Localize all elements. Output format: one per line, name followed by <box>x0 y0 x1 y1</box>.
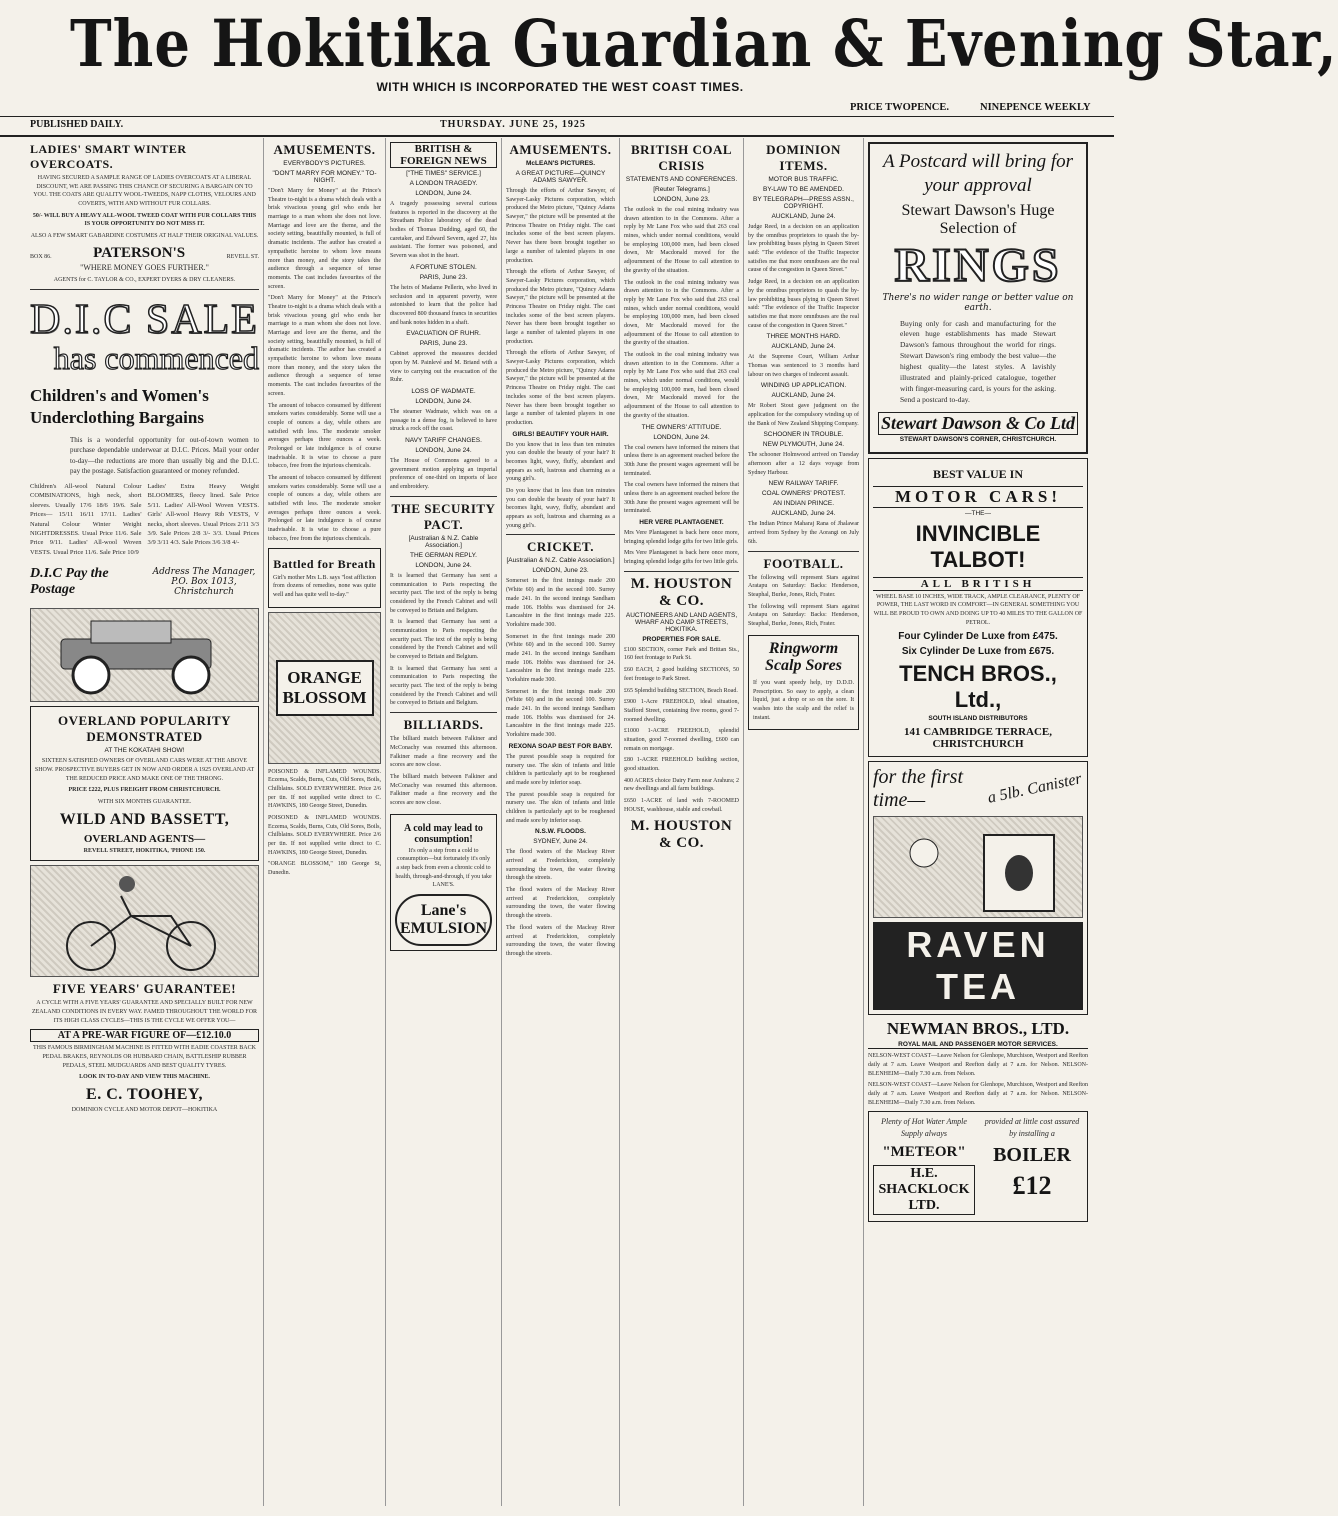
houston-property-item: £650 1-ACRE of land with 7-ROOMED HOUSE, washhouse, stable and cowbail. <box>624 798 739 813</box>
owners-body: The coal owners have informed the miners that unless there is an agreement reached before the 30th June the present wages agreement will be terminated. <box>624 444 739 477</box>
owners-body-2: The coal owners have informed the miners that unless there is an agreement reached before the 30th June the present wages agreement will be terminated. <box>624 482 739 515</box>
item4-body: The steamer Wadmate, which was on a passage in a dense fog, is believed to have struck a rock off the coast. <box>390 409 497 433</box>
cycle-illustration <box>30 865 259 977</box>
houston-property-item: £80 1-ACRE FREEHOLD building section, good situation. <box>624 757 739 772</box>
item3-body: Cabinet approved the measures decided upon by M. Painlevé and M. Briand with a view to carrying out the evacuation of the Ruhr. <box>390 351 497 384</box>
newman-body-2: NELSON-WEST COAST—Leave Nelson for Glenhope, Murchison, Westport and Reefton daily at 7 a.m. Leave Westport and Reefton daily at 7 a.m. for Nelson. NELSON-BLENHEIM—Daily 7.30 a.m. from Nelson. <box>868 1082 1088 1106</box>
security-body-2: It is learned that Germany has sent a communication to Paris respecting the security pact. The text of the reply is being considered by the French Cabinet and will be conveyed to Britain and Belgium. <box>390 619 497 660</box>
ringworm-title: Ringworm Scalp Sores <box>765 639 842 675</box>
column-4 <box>502 138 620 1506</box>
battled-body: Girl's mother Mrs L.B. says "lost affliction from dozens of remedies, none was quite well and has quite well to-day." <box>273 574 376 598</box>
cricket-body-3: Somerset in the first innings made 200 (White 60) and in the second 100. Surrey made 241. In the second innings Sandham made 106. Hobbs was dismissed for 24. Lancashire in the first innings made 225. Yorkshire made 300. <box>506 688 615 739</box>
billiards-body-2: The billiard match between Falkiner and McConachy was resumed this afternoon. Falkiner made a fine recovery and the scores are now close. <box>390 773 497 806</box>
overcoats-ad-offer: 50/- WILL BUY A HEAVY ALL-WOOL TWEED COAT WITH FUR COLLARS THIS IS YOUR OPPORTUNITY DO NOT MISS IT. <box>32 212 257 228</box>
cycle-ad-title: FIVE YEARS' GUARANTEE! <box>52 981 237 997</box>
lanes-emulsion-ad <box>390 814 497 951</box>
column-3 <box>386 138 502 1506</box>
cycle-ad-body2: THIS FAMOUS BIRMINGHAM MACHINE IS FITTED WITH EADIE COASTER BACK PEDAL BRAKES, REYNOLDS OR HUBBARD CHAIN, BATTLESHIP RUBBER PEDALS, STEEL MUDGUARDS AND BEST QUALITY TYRES. <box>33 1045 256 1069</box>
everybodys-pictures: EVERYBODY'S PICTURES. <box>283 160 366 167</box>
item4-title: LOSS OF WADMATE. <box>411 388 476 395</box>
railway-tariff-title: NEW RAILWAY TARIFF. <box>768 480 839 488</box>
dominion-body: Judge Reed, in a decision on an application by the omnibus proprietors to quash the by-law prohibiting buses plying in Queen Street said: "The evidence of the Traffic Inspector satisfies me that more omnibuses are the real cause of the congestion in Queen Street." <box>748 224 859 274</box>
blossom-body-2: POISONED & INFLAMED WOUNDS. Eczema, Scalds, Burns, Cuts, Old Sores, Boils, Chilblains. SOLD EVERYWHERE. Price 2/6 per tin. If not supplied write direct to C. HAWKINS, 180 George Street, Dunedin. <box>268 815 381 856</box>
winding-up-title: WINDING UP APPLICATION. <box>760 382 847 390</box>
three-months-place: AUCKLAND, June 24. <box>771 343 836 351</box>
overland-car-illustration <box>30 608 259 702</box>
coal-crisis-body: The outlook in the coal mining industry was drawn attention to in the Commons. After a reply by Mr Lane Fox who said that 263 coal mines, which under normal conditions, would be employing 100,000 men, had been closed down, Mr Macdonald moved for the adjournment of the House to call attention to the gravity of the situation. <box>624 207 739 274</box>
item1-body: A tragedy possessing several curious features is reported in the discovery at the Streatham Police laboratory of the dead bodies of Thomas Dudding, aged 60, the caretaker, and Edward Severn, aged 27, his assistant. The former was poisoned, and Severn was shot in the heart. <box>390 201 497 260</box>
stewart-dawson-ad <box>868 142 1088 454</box>
houston-sub: AUCTIONEERS AND LAND AGENTS, WHARF AND CAMP STREETS, HOKITIKA. <box>625 611 738 633</box>
cricket-body-2: Somerset in the first innings made 200 (White 60) and in the second 100. Surrey made 241. In the second innings Sandham made 106. Hobbs was dismissed for 24. Lancashire in the first innings made 225. Yorkshire made 300. <box>506 633 615 683</box>
talbot-best: BEST VALUE IN <box>932 466 1024 481</box>
dateline-bar <box>0 116 1114 137</box>
talbot-the: —THE— <box>965 509 991 517</box>
stewart-tag: There's no wider range or better value on earth. <box>882 292 1074 313</box>
talbot-name: INVINCIBLE TALBOT! <box>915 520 1041 572</box>
paterson-slogan: "WHERE MONEY GOES FURTHER." <box>80 262 209 272</box>
column-1 <box>26 138 264 1506</box>
masthead-subtitle: WITH WHICH IS INCORPORATED THE WEST COAST TIMES. <box>376 80 744 94</box>
overland-title: OVERLAND POPULARITY DEMONSTRATED <box>57 713 232 745</box>
rexona-title: REXONA SOAP BEST FOR BABY. <box>508 742 613 750</box>
plantagenet-body-2: Mrs Vere Plantagenet is back here once more, bringing splendid lodge gifts for two little girls. <box>624 550 739 566</box>
item3-place: PARIS, June 23. <box>419 340 468 348</box>
boiler-price: £12 <box>1012 1170 1052 1200</box>
security-body-3: It is learned that Germany has sent a communication to Paris respecting the security pact. The text of the reply is being considered by the French Cabinet and will be conveyed to Britain and Belgium. <box>390 665 497 707</box>
cycle-ad-look: LOOK IN TO-DAY AND VIEW THIS MACHINE. <box>79 1074 210 1081</box>
dic-sale-body: This is a wonderful opportunity for out-of-town women to purchase dependable underwear at D.I.C. Prices. Mail your order to-day—the reductions are more than usually big and the D.I.C. pay the postage. Satisfaction guaranteed or money refunded. <box>70 436 259 475</box>
overland-guarantee: WITH SIX MONTHS GUARANTEE. <box>97 798 192 805</box>
paterson-agents: AGENTS for C. TAYLOR & CO., EXPERT DYERS & DRY CLEANERS. <box>53 277 236 284</box>
item2-body: The heirs of Madame Pellerin, who lived in seclusion and in apparent poverty, were astonished to learn that the police had discovered 800 thousand francs in securities and bank notes hidden in a shaft. <box>390 284 497 326</box>
quincy-body-2: Through the efforts of Arthur Sawyer, of Sawyer-Lasky Pictures corporation, which produced the Metro picture, "Quincy Adams Sawyer," the picture will be presented at the Princess Theatre on Friday night. The cast includes some of the best screen players. Never has there been brought together so large a number of talented players in one production. <box>506 269 615 345</box>
dic-footer <box>30 566 259 598</box>
raven-brand: RAVEN TEA <box>873 922 1083 1010</box>
blossom-footer: "ORANGE BLOSSOM," 180 George St, Dunedin. <box>268 861 381 877</box>
nsw-floods-body: The flood waters of the Macleay River arrived at Frederickton, completely surrounding the town, the water flowing through the streets. <box>506 849 615 882</box>
coal-crisis-heading: BRITISH COAL CRISIS <box>631 142 732 173</box>
cricket-body: Somerset in the first innings made 200 (White 60) and in the second 100. Surrey made 241. In the second innings Sandham made 106. Hobbs was dismissed for 24. Lancashire in the first innings made 225. Yorkshire made 300. <box>506 578 615 628</box>
boiler-name: BOILER <box>993 1143 1071 1166</box>
indian-prince-title: AN INDIAN PRINCE. <box>772 500 835 508</box>
motor-bus-sub: MOTOR BUS TRAFFIC. <box>768 176 839 183</box>
dominion-items-heading: DOMINION ITEMS. <box>766 142 841 173</box>
tea-canister-illustration <box>873 816 1083 918</box>
amusements-body: "Don't Marry for Money" at the Prince's Theatre to-night is a drama which deals with a brisk vivacious young girl who ends her marriage to a man whom she does not love. Marriage and love are the theme, and the society setting, beautifully mounted, is full of dramatic incidents. The author has created a sympathetic heroine to whom love means more than money, and the story takes the audience through a sequence of tense moments. The cast includes favourites of the screen. <box>268 188 381 290</box>
newman-body: NELSON-WEST COAST—Leave Nelson for Glenhope, Murchison, Westport and Reefton daily at 7 a.m. Leave Westport and Reefton daily at 7 a.m. for Nelson. NELSON-BLENHEIM—Daily 7.30 a.m. from Nelson. <box>868 1053 1088 1077</box>
item5-body: The House of Commons agreed to a government motion applying an imperial preference of one-third on imports of lace and embroidery. <box>390 458 497 491</box>
stewart-address: STEWART DAWSON'S CORNER, CHRISTCHURCH. <box>899 435 1057 443</box>
battled-breath-ad <box>268 548 381 608</box>
amusements-body-2: "Don't Marry for Money" at the Prince's Theatre to-night is a drama which deals with a brisk vivacious young girl who ends her marriage to a man whom she does not love. Marriage and love are the theme, and the society setting, beautifully mounted, is full of dramatic incidents. The author has created a sympathetic heroine to whom love means more than money, and the story takes the audience through a sequence of tense moments. The cast includes favourites of the screen. <box>268 295 381 397</box>
houston-property-item: £900 1-Acre FREEHOLD, ideal situation, Stafford Street, containing five rooms, good 7-roomed dwelling. <box>624 699 739 723</box>
item2-title: A FORTUNE STOLEN. <box>410 263 477 271</box>
three-months-body: At the Supreme Court, William Arthur Thomas was sentenced to 3 months hard labour on two charges of indecent assault. <box>748 354 859 378</box>
rexona-body-2: The purest possible soap is required for nursery use. The skin of infants and little children is particularly apt to be roughened and made sore by inferior soap. <box>506 791 615 824</box>
schooner-title: SCHOONER IN TROUBLE. <box>763 431 844 439</box>
talbot-four: Four Cylinder De Luxe from £475. <box>898 631 1058 643</box>
paterson-header <box>30 245 259 262</box>
lanes-title: A cold may lead to consumption! <box>404 822 483 845</box>
houston-name: M. HOUSTON & CO. <box>630 575 733 609</box>
dic-pay-postage: D.I.C Pay the Postage <box>30 566 109 598</box>
item5-title: NAVY TARIFF CHANGES. <box>405 437 482 445</box>
overcoats-ad-title: LADIES' SMART WINTER OVERCOATS. <box>30 142 187 171</box>
quincy-body: Through the efforts of Arthur Sawyer, of Sawyer-Lasky Pictures corporation, which produced the Metro picture, "Quincy Adams Sawyer," the picture will be presented at the Princess Theatre on Friday night. The cast includes some of the best screen players. Never has there been brought together so large a number of talented players in one production. <box>506 188 615 264</box>
column-6 <box>744 138 864 1506</box>
indian-prince-body: The Indian Prince Maharaj Rana of Jhalawar arrived from Sydney by the Aorangi on July 6th. <box>748 521 859 545</box>
girls-hair-body: Do you know that in less than ten minutes you can double the beauty of your hair? It becomes light, wavy, fluffy, abundant and appears as soft, lustrous and charming as a young girl's. <box>506 441 615 483</box>
meteor-boiler-ad <box>868 1111 1088 1221</box>
amusements-heading-2: AMUSEMENTS. <box>509 142 612 157</box>
security-body: It is learned that Germany has sent a communication to Paris respecting the security pact. The text of the reply is being considered by the French Cabinet and will be conveyed to Britain and Belgium. <box>390 572 497 614</box>
tobacco-body-2: The amount of tobacco consumed by different smokers varies considerably. Some will use a couple of ounces a day, while others are satisfied with less. The moderate smoker averages perhaps three ounces a week. Prolonged or late indulgence is of course inadvisable. It is wise to choose a pure tobacco, free from the injurious chemicals. <box>268 475 381 542</box>
dic-left-list: Children's All-wool Natural Colour COMBINATIONS, high neck, short sleeves. Usually 17/6 18/6 19/6. Sale Prices— 15/11 16/11 17/11. Ladies' Natural Colour Winter Weight NIGHTDRESSES. Usual Price 11/6. Sale Price 9/11. Ladies' All-wool Woven VESTS. Usual Price 11/6. Sale Price 10/9 <box>30 482 142 556</box>
paterson-box: BOX 86. <box>30 254 52 261</box>
winding-up-body: Mr Robert Stout gave judgment on the application for the compulsory winding up of the Bank of New Zealand Shipping Company. <box>748 403 859 427</box>
paterson-name: PATERSON'S <box>93 244 186 261</box>
dic-sale-title: D.I.C SALE <box>30 297 259 344</box>
football-body: The following will represent Stars against Aratapu on Saturday: Backs: Henderson, Steaphal, Burke, Jones, Rich, Frater. <box>748 574 859 598</box>
foreign-news-heading: BRITISH & FOREIGN NEWS <box>390 142 497 168</box>
owners-place: LONDON, June 24. <box>653 433 710 441</box>
nsw-floods-body-3: The flood waters of the Macleay River arrived at Frederickton, completely surrounding the town, the water flowing through the streets. <box>506 924 615 957</box>
blossom-title: ORANGE BLOSSOM <box>276 660 374 716</box>
shacklock-name: H.E. SHACKLOCK LTD. <box>873 1165 975 1215</box>
masthead <box>0 0 1338 113</box>
coal-crisis-sub: STATEMENTS AND CONFERENCES. <box>625 176 738 183</box>
schooner-place: NEW PLYMOUTH, June 24. <box>762 441 845 449</box>
security-place: LONDON, June 24. <box>415 561 472 569</box>
houston-property-item: £60 EACH, 2 good building SECTIONS, 50 feet frontage to Park Street. <box>624 667 739 682</box>
battled-title: Battled for Breath <box>273 556 376 571</box>
dominion-body-2: Judge Reed, in a decision on an application by the omnibus proprietors to quash the by-law prohibiting buses plying in Queen Street said: "The evidence of the Traffic Inspector satisfies me that more omnibuses are the real cause of the congestion in Queen Street." <box>748 279 859 329</box>
cycle-ad-body: A CYCLE WITH A FIVE YEARS' GUARANTEE AND SPECIALLY BUILT FOR NEW ZEALAND CONDITIONS IN EVERY WAY. FAMED THROUGHOUT THE WORLD FOR ITS HIGH CLASS CYCLES—THIS IS THE CYCLE WE OFFER YOU— <box>31 1000 258 1024</box>
talbot-ad <box>868 458 1088 758</box>
tench-name: TENCH BROS., Ltd., <box>899 661 1057 713</box>
stewart-body: Buying only for cash and manufacturing for the eleven huge establishments has made Stewart Dawson's famous throughout the world for rings. Stewart Dawson's ring embody the best value—the highest quality—the latest styles. A lavishly illustrated and plainly-priced catalogue, together with finger-measuring card, is yours for the asking. Send a postcard to-day. <box>900 318 1056 404</box>
indian-prince-place: AUCKLAND, June 24. <box>771 510 836 518</box>
toohey-depot: DOMINION CYCLE AND MOTOR DEPOT—HOKITIKA <box>71 1107 218 1114</box>
winding-up-place: AUCKLAND, June 24. <box>771 392 836 400</box>
item3-title: EVACUATION OF RUHR. <box>406 330 481 338</box>
dic-sale-heading: Children's and Women's Underclothing Bargains <box>30 386 209 428</box>
houston-property-item: £65 Splendid building SECTION, Beach Road. <box>624 687 738 694</box>
wild-bassett-agents: OVERLAND AGENTS— <box>83 832 206 845</box>
raven-sub: a 5lb. Canister <box>986 770 1084 808</box>
tench-address: 141 CAMBRIDGE TERRACE, CHRISTCHURCH <box>903 726 1052 751</box>
press-assn-sub: BY TELEGRAPH—PRESS ASSN., COPYRIGHT. <box>753 196 854 210</box>
three-months-title: THREE MONTHS HARD. <box>766 333 841 341</box>
overland-body: SIXTEEN SATISFIED OWNERS OF OVERLAND CARS WERE AT THE ABOVE SHOW. PROSPECTIVE BUYERS GET IN NOW AND ORDER A 1925 OVERLAND AT THE REDUCED PRICE AND MAKE ONE OF THE THRONG. <box>34 758 255 782</box>
raven-head: for the first time— <box>873 766 964 812</box>
billiards-heading: BILLIARDS. <box>403 717 484 733</box>
cycle-ad-price: AT A PRE-WAR FIGURE OF—£12.10.0 <box>30 1029 259 1042</box>
lanes-body: It's only a step from a cold to consumption—but fortunately it's only a step back from even a chronic cold to health, through-and-through, if you take LANE'S. <box>395 847 492 889</box>
car-icon <box>31 609 259 701</box>
wild-bassett-name: WILD AND BASSETT, <box>59 810 230 828</box>
dic-address: Address The Manager, P.O. Box 1013, Christchurch <box>152 567 256 598</box>
newman-sub: ROYAL MAIL AND PASSENGER MOTOR SERVICES. <box>868 1041 1088 1049</box>
tobacco-body: The amount of tobacco consumed by different smokers varies considerably. Some will use a couple of ounces a day, while others are satisfied with less. The moderate smoker averages perhaps three ounces a week. Prolonged or late indulgence is of course inadvisable. It is wise to choose a pure tobacco, free from the injurious chemicals. <box>268 402 381 470</box>
tench-distributors: SOUTH ISLAND DISTRIBUTORS <box>928 715 1028 723</box>
item1-title: A LONDON TRAGEDY. <box>409 180 478 187</box>
houston-property-list <box>624 646 739 815</box>
bylaw-sub: BY-LAW TO BE AMENDED. <box>763 186 844 193</box>
column-7 <box>864 138 1092 1506</box>
talbot-body: WHEEL BASE 10 INCHES, WIDE TRACK, AMPLE CLEARANCE, PLENTY OF POWER, THE LAST WORD IN COMFORT—IN GENERAL SOMETHING YOU WILL BE PROUD TO OWN AND DOING UP TO 40 MILES TO THE GALLON OF PETROL. <box>873 593 1083 626</box>
quincy-body-3: Through the efforts of Arthur Sawyer, of Sawyer-Lasky Pictures corporation, which produced the Metro picture, "Quincy Adams Sawyer," the picture will be presented at the Princess Theatre on Friday night. The cast includes some of the best screen players. Never has there been brought together so large a number of talented players in one production. <box>506 350 615 426</box>
houston-property-item: £100 SECTION, corner Park and Brittan Sts., 160 feet frontage to Park St. <box>624 646 739 662</box>
raven-tea-ad <box>868 761 1088 1015</box>
boiler-head: provided at little cost assured by installing a <box>984 1117 1080 1138</box>
schooner-body: The schooner Holmwood arrived on Tuesday afternoon after a 12 days voyage from Sydney Harbour. <box>748 452 859 476</box>
security-pact-heading: THE SECURITY PACT. <box>391 500 496 532</box>
overcoats-ad-body: HAVING SECURED A SAMPLE RANGE OF LADIES OVERCOATS AT A LIBERAL DISCOUNT, WE ARE PASSING THIS CHANCE OF SECURING A BARGAIN ON TO YOU. THE COATS ARE QUALITY WOOL-TWEEDS, NAPP CLOTHS, VELOURS AND COVERTS, WITH AND WITHOUT FUR COLLARS. <box>33 175 256 208</box>
foreign-news-source: ["THE TIMES" SERVICE.] <box>406 170 481 177</box>
item1-place: LONDON, June 24. <box>415 190 472 197</box>
newspaper-title: The Hokitika Guardian & Evening Star, <box>70 6 1338 82</box>
security-source: [Australian & N.Z. Cable Association.] <box>408 534 479 549</box>
coal-crisis-place: LONDON, June 23. <box>653 196 710 203</box>
cricket-place: LONDON, June 23. <box>532 567 589 575</box>
coal-crisis-source: [Reuter Telegrams.] <box>653 186 710 193</box>
plantagenet-body: Mrs Vere Plantagenet is back here once more, bringing splendid lodge gifts for two little girls. <box>624 530 739 545</box>
houston-property-item: £1000 1-ACRE FREEHOLD, splendid situation, good 7-roomed dwelling, £600 can remain on mortgage. <box>624 728 739 752</box>
meteor-name: "METEOR" <box>882 1143 966 1160</box>
quincy-subhead: A GREAT PICTURE—QUINCY ADAMS SAWYER. <box>515 170 606 184</box>
stewart-sub: Stewart Dawson's Huge Selection of <box>901 201 1055 237</box>
nsw-floods-title: N.S.W. FLOODS. <box>535 828 586 836</box>
ringworm-ad <box>748 635 859 731</box>
price-label: PRICE TWOPENCE. <box>850 102 949 113</box>
amusements-heading: AMUSEMENTS. <box>273 142 376 157</box>
overland-show: AT THE KOKATAHI SHOW! <box>104 747 185 755</box>
nsw-floods-body-2: The flood waters of the Macleay River arrived at Frederickton, completely surrounding the town, the water flowing through the streets. <box>506 887 615 920</box>
stewart-title: A Postcard will bring for your approval <box>882 151 1074 196</box>
item2-place: PARIS, June 23. <box>419 273 468 281</box>
blossom-body: POISONED & INFLAMED WOUNDS. Eczema, Scalds, Burns, Cuts, Old Sores, Boils, Chilblains. SOLD EVERYWHERE. Price 2/6 per tin. If not supplied write direct to C. HAWKINS, 180 George Street, Dunedin. <box>268 768 381 810</box>
nsw-floods-place: SYDNEY, June 24. <box>533 838 588 846</box>
billiards-body: The billiard match between Falkiner and McConachy was resumed this afternoon. Falkiner made a fine recovery and the scores are now close. <box>390 736 497 769</box>
plantagenet-title: HER VERE PLANTAGENET. <box>639 519 724 526</box>
football-heading: FOOTBALL. <box>763 555 844 571</box>
column-2 <box>264 138 386 1506</box>
girls-hair-body-2: Do you know that in less than ten minutes you can double the beauty of your hair? It becomes light, wavy, fluffy, abundant and appears as soft, lustrous and charming as a young girl's. <box>506 488 615 529</box>
wild-bassett-address: REVELL STREET, HOKITIKA, 'PHONE 150. <box>83 847 206 854</box>
rexona-body: The purest possible soap is required for nursery use. The skin of infants and little children is particularly apt to be roughened and made sore by inferior soap. <box>506 753 615 786</box>
ringworm-body: If you want speedy help, try D.D.D. Prescription. So easy to apply, a clean liquid, just a drop or so on the sore. It washes into the scalp and the relief is instant. <box>753 679 854 721</box>
meteor-head: Plenty of Hot Water Ample Supply always <box>881 1117 967 1138</box>
girls-hair-title: GIRLS! BEAUTIFY YOUR HAIR. <box>512 430 609 438</box>
talbot-six: Six Cylinder De Luxe from £675. <box>901 646 1055 658</box>
coal-crisis-body-2: The outlook in the coal mining industry was drawn attention to in the Commons. After a reply by Mr Lane Fox who said that 263 coal mines, which under normal conditions, would be employing 100,000 men, had been closed down, Mr Macdonald moved for the adjournment of the House to call attention to the gravity of the situation. <box>624 279 739 347</box>
houston-properties: PROPERTIES FOR SALE. <box>642 635 721 643</box>
stewart-brand: Stewart Dawson & Co Ltd <box>878 412 1078 435</box>
cricket-heading: CRICKET. <box>527 539 594 555</box>
owners-title: THE OWNERS' ATTITUDE. <box>641 423 722 431</box>
coal-crisis-body-3: The outlook in the coal mining industry was drawn attention to in the Commons. After a reply by Mr Lane Fox who said that 263 coal mines, which under normal conditions, would be employing 100,000 men, had been closed down, Mr Macdonald moved for the adjournment of the House to call attention to the gravity of the situation. <box>624 352 739 419</box>
security-title: THE GERMAN REPLY. <box>410 551 477 559</box>
houston-property-item: 400 ACRES choice Dairy Farm near Arahura; 2 new dwellings and all farm buildings. <box>624 777 739 793</box>
bicycle-icon <box>31 866 259 976</box>
meteor-left <box>873 1116 975 1216</box>
weekly-price-label: NINEPENCE WEEKLY <box>980 102 1091 113</box>
orange-blossom-tin <box>268 612 381 764</box>
overland-ad <box>30 706 259 861</box>
stewart-rings: RINGS <box>894 238 1062 292</box>
raven-icon <box>874 817 1082 917</box>
column-5 <box>620 138 744 1506</box>
mcleans-pictures: McLEAN'S PICTURES. <box>525 160 596 167</box>
published-daily: PUBLISHED DAILY. <box>30 119 124 130</box>
newman-name: NEWMAN BROS., LTD. <box>886 1019 1070 1039</box>
houston-footer: M. HOUSTON & CO. <box>630 818 733 852</box>
talbot-british: ALL BRITISH <box>873 577 1083 591</box>
paterson-street: REVELL ST. <box>226 254 259 261</box>
dic-right-list: Ladies' Extra Heavy Weight BLOOMERS, fleecy lined. Sale Price 5/11. Ladies' All-Wool Woven VESTS. Girls' All-wool Heavy Rib VESTS, V necks, short sleeves. Usual Prices 2/11 3/3 3/9. Sale Prices 2/8 3/- 3/3. Usual Prices 3/9 3/11 4/3. Sale Prices 3/6 3/8 4/- <box>147 482 259 547</box>
dic-sale-ad <box>30 296 259 598</box>
overcoats-ad-extra: ALSO A FEW SMART GABARDINE COSTUMES AT HALF THEIR ORIGINAL VALUES. <box>30 233 259 240</box>
talbot-motor: MOTOR CARS! <box>873 486 1083 508</box>
toohey-name: E. C. TOOHEY, <box>86 1086 203 1104</box>
cricket-source: [Australian & N.Z. Cable Association.] <box>506 557 615 565</box>
railway-tariff-sub: COAL OWNERS' PROTEST. <box>761 490 846 498</box>
dic-sale-subtitle: has commenced <box>53 340 259 377</box>
raven-header <box>873 766 1083 812</box>
lanes-brand: Lane's EMULSION <box>395 894 492 946</box>
dont-marry-subhead: "DON'T MARRY FOR MONEY." TO-NIGHT. <box>272 170 377 184</box>
dominion-place: AUCKLAND, June 24. <box>771 213 836 220</box>
item5-place: LONDON, June 24. <box>415 447 472 455</box>
boiler-right <box>981 1116 1083 1216</box>
item4-place: LONDON, June 24. <box>415 398 472 405</box>
football-body-2: The following will represent Stars against Aratapu on Saturday: Backs: Henderson, Steaphal, Burke, Jones, Rich, Frater. <box>748 603 859 627</box>
dic-price-lists <box>30 482 259 560</box>
overland-price: PRICE £222, PLUS FREIGHT FROM CHRISTCHURCH. <box>68 787 221 794</box>
issue-date: THURSDAY. JUNE 25, 1925 <box>440 119 586 130</box>
